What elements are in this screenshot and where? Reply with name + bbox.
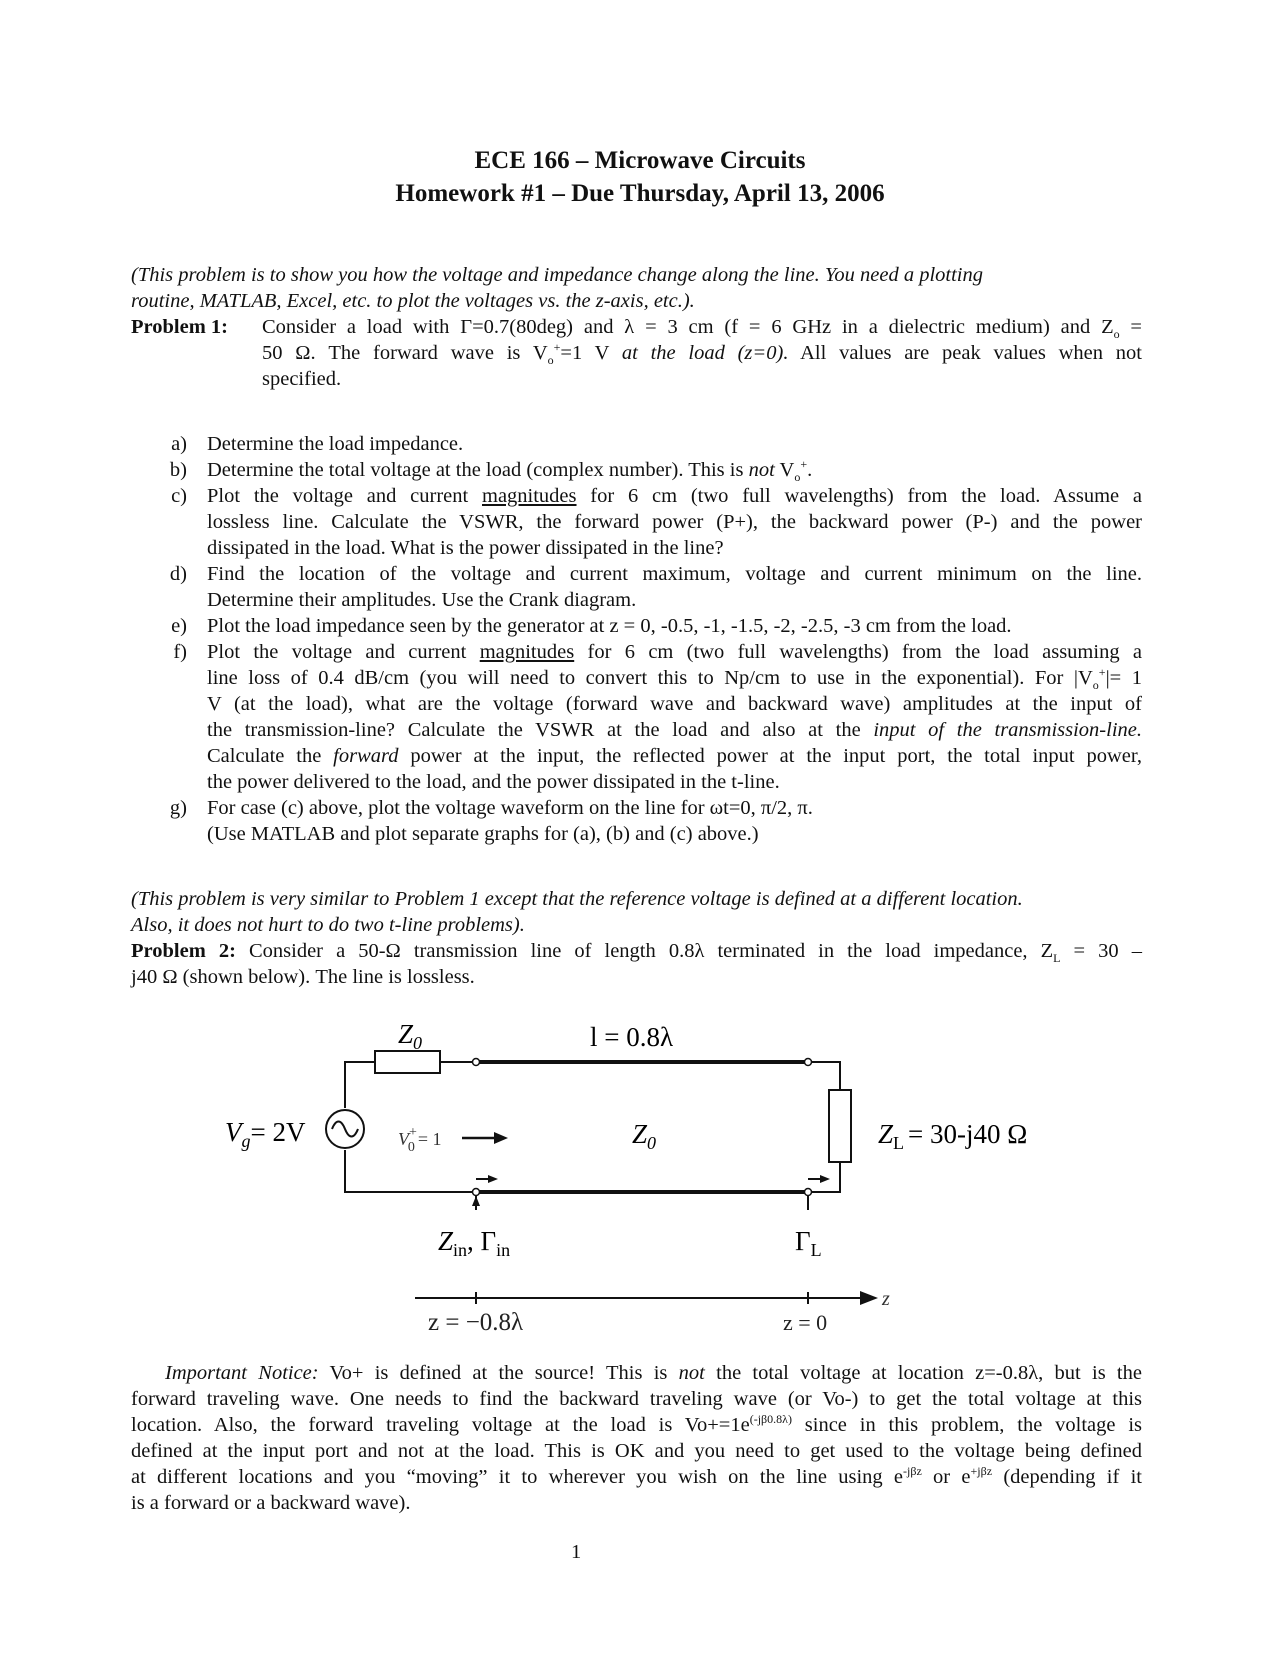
terminal-in-bottom [473, 1189, 480, 1196]
part-g-line1: For case (c) above, plot the voltage waveform on the line for ωt=0, π/2, π. [207, 797, 813, 819]
part-b-label: b) [169, 459, 187, 481]
part-g-line2: (Use MATLAB and plot separate graphs for (a), (b) and (c) above.) [207, 823, 759, 845]
wire-load-top [810, 1062, 840, 1090]
z-start-label: z = −0.8λ [428, 1309, 524, 1336]
notice-line6: is a forward or a backward wave). [131, 1492, 411, 1514]
part-f-line6: the power delivered to the load, and the power dissipated in the t-line. [207, 771, 780, 793]
part-d-label: d) [169, 563, 187, 585]
load-impedance-label: $Z_L = 30-j40$ Ω [878, 1119, 1028, 1153]
part-f-line2: line loss of 0.4 dB/cm (you will need to convert this to Np/cm to use in the exponential). For $|V_o^+|= 1$ [207, 665, 1142, 693]
problem2-intro-line1: (This problem is very similar to Problem 1 except that the reference voltage is defined at a different location. [131, 888, 1023, 910]
problem1-label: Problem 1: [131, 316, 228, 338]
notice-line2: forward traveling wave. One needs to find the backward traveling wave (or Vo-) to get the total voltage at this [131, 1388, 1142, 1410]
problem1-statement-line2: 50 Ω. The forward wave is $V_o^+=1$ V at the load (z=0). All values are peak values when not [262, 340, 1143, 368]
part-f-line1: Plot the voltage and current magnitudes for 6 cm (two full wavelengths) from the load assuming a [207, 641, 1142, 663]
gl-arrow-head [820, 1175, 830, 1183]
forward-voltage-label: V+ 0 = 1 [398, 1125, 442, 1155]
course-title: ECE 166 – Microwave Circuits [474, 147, 806, 174]
z-end-label: z = 0 [783, 1310, 828, 1335]
terminal-load-top [805, 1059, 812, 1066]
source-voltage-label: $V_g= 2V$ [225, 1117, 306, 1151]
part-d-line1: Find the location of the voltage and current maximum, voltage and current minimum on the line. [207, 563, 1142, 585]
problem1-intro-line1: (This problem is to show you how the voltage and impedance change along the line. You need a plotting [131, 264, 983, 286]
part-d-line2: Determine their amplitudes. Use the Crank diagram. [207, 589, 637, 611]
problem2-statement-line1: Problem 2: Consider a 50-Ω transmission line of length 0.8λ terminated in the load impedance, $Z_L = 30$ – [131, 940, 1142, 966]
notice-line1: Important Notice: Vo+ is defined at the source! This is not the total voltage at location z=-0.8λ, but is the [165, 1362, 1142, 1384]
part-c-line2: lossless line. Calculate the VSWR, the forward power (P+), the backward power (P-) and the power [207, 511, 1142, 533]
part-f-label: f) [173, 641, 187, 663]
part-b-text: Determine the total voltage at the load (complex number). This is not $V_o^+$. [207, 457, 813, 485]
terminal-load-bottom [805, 1189, 812, 1196]
notice-line4: defined at the input port and not at the load. This is OK and you need to get used to the voltage being defined [131, 1440, 1142, 1462]
problem1-intro-line2: routine, MATLAB, Excel, etc. to plot the voltages vs. the z-axis, etc.). [131, 290, 695, 312]
source-z0-label: $Z_0$ [398, 1019, 423, 1053]
part-f-line5: Calculate the forward power at the input, the reflected power at the input port, the total input power, [207, 745, 1142, 767]
load-resistor [829, 1090, 851, 1162]
sine-wave-icon [332, 1122, 358, 1137]
line-z0-label: $Z_0$ [632, 1119, 657, 1153]
part-a-text: Determine the load impedance. [207, 433, 464, 455]
part-c-line1: Plot the voltage and current magnitudes for 6 cm (two full wavelengths) from the load. Assume a [207, 485, 1143, 507]
v0-arrow-head [494, 1132, 508, 1144]
problem1-statement-line3: specified. [262, 368, 342, 390]
part-f-line3: V (at the load), what are the voltage (forward wave and backward wave) amplitudes at the input of [207, 693, 1142, 715]
terminal-in-top [473, 1059, 480, 1066]
line-length-label: l = 0.8λ [590, 1022, 674, 1052]
notice-line3: location. Also, the forward traveling voltage at the load is $Vo+=1e^{(-j\beta 0.8\lambda)}$ since in this problem, the voltage is [131, 1412, 1142, 1436]
homework-title: Homework #1 – Due Thursday, April 13, 2006 [395, 180, 885, 207]
part-f-line4: the transmission-line? Calculate the VSWR at the load and also at the input of the transmission-line. [207, 719, 1142, 741]
zin-marker-head [472, 1196, 480, 1206]
problem2-statement-line2: j40 Ω (shown below). The line is lossless. [131, 966, 475, 988]
zin-arrow-head [488, 1175, 498, 1183]
part-c-label: c) [171, 485, 187, 507]
wire-top-left [345, 1062, 375, 1108]
wire-bottom-left [345, 1150, 474, 1192]
part-a-label: a) [171, 433, 187, 455]
problem2-intro-line2: Also, it does not hurt to do two t-line problems). [131, 914, 525, 936]
part-c-line3: dissipated in the load. What is the power dissipated in the line? [207, 537, 724, 559]
z-axis-label: z [882, 1288, 890, 1310]
problem1-statement-line1: Consider a load with Γ=0.7(80deg) and λ = 3 cm (f = 6 GHz in a dielectric medium) and $Z_o$ = [262, 316, 1142, 342]
page-number: 1 [571, 1541, 582, 1563]
source-impedance-resistor [375, 1051, 440, 1073]
notice-line5: at different locations and you “moving” it to wherever you wish on the line using $e^{-j\beta z}$ or $e^{+j\beta z}$ (depending if it [131, 1464, 1142, 1488]
part-e-label: e) [171, 615, 187, 637]
load-reflection-label: $\Gamma_L$ [795, 1226, 822, 1260]
part-g-label: g) [169, 797, 187, 819]
input-impedance-label: $Z_{in}$, $\Gamma_{in}$ [438, 1226, 511, 1260]
z-axis-arrow-head [860, 1291, 878, 1305]
part-e-line1: Plot the load impedance seen by the generator at z = 0, -0.5, -1, -1.5, -2, -2.5, -3 cm from the load. [207, 615, 1012, 637]
